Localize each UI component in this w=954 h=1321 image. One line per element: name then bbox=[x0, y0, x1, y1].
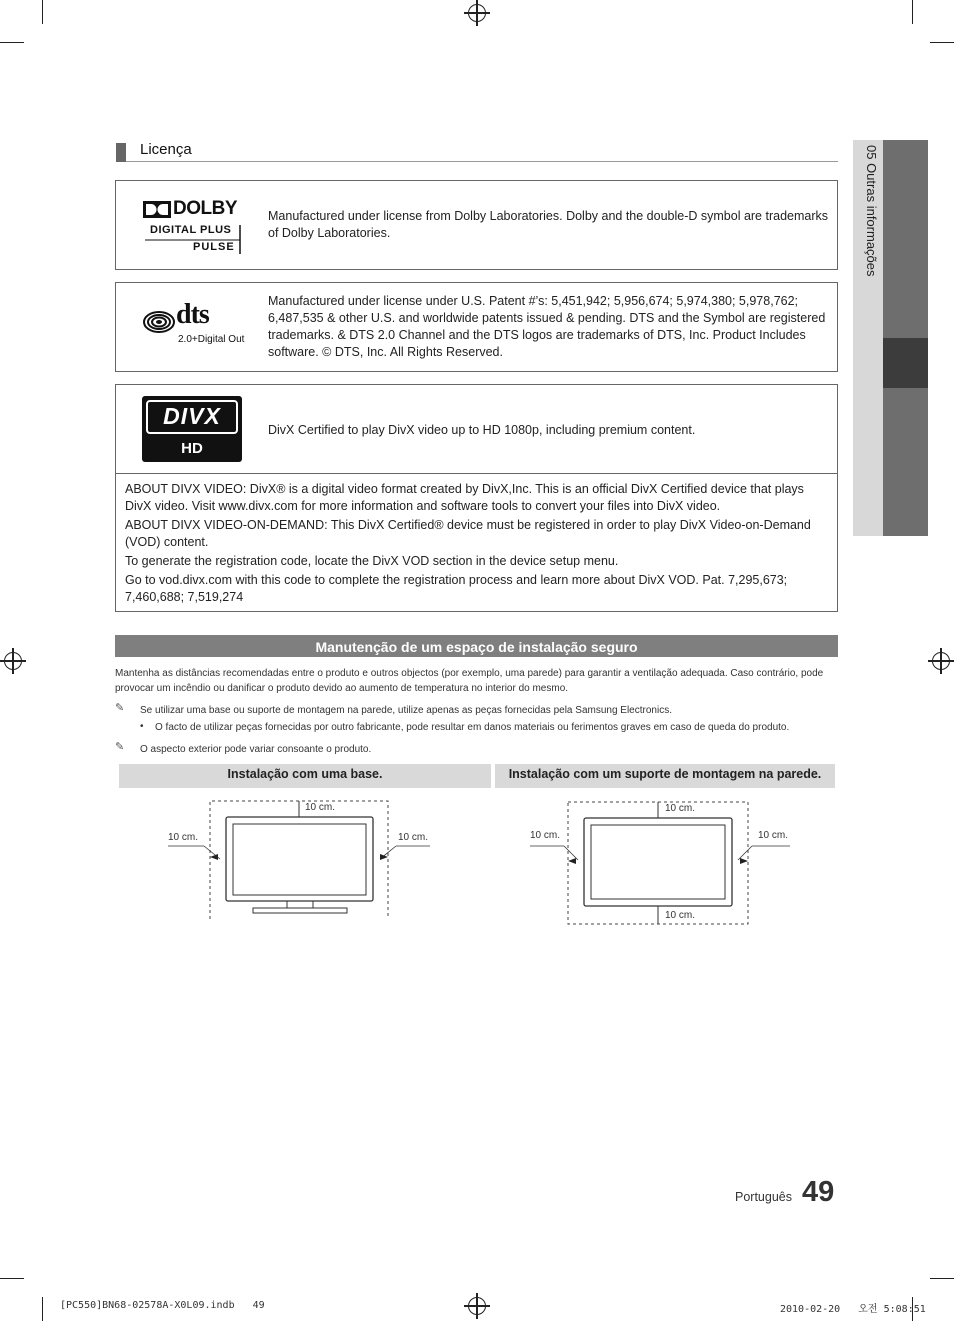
tv-wall-mount-icon bbox=[520, 796, 810, 928]
dolby-logo-sub1: DIGITAL PLUS bbox=[150, 224, 232, 236]
divx-logo-text: DIVX bbox=[163, 403, 221, 429]
dimension-label: 10 cm. bbox=[665, 910, 696, 921]
divx-para: Go to vod.divx.com with this code to complete the registration process and learn more about DivX VOD. Pat. 7,295,673; 7,460,688; 7,519,274 bbox=[125, 573, 788, 604]
tv-on-stand-icon bbox=[160, 796, 450, 926]
note-pencil-icon: ✎ bbox=[115, 702, 125, 714]
installation-note: Se utilizar uma base ou suporte de montagem na parede, utilize apenas as peças fornecidas pela Samsung Electronics. bbox=[140, 705, 672, 716]
side-tab-dark bbox=[883, 388, 928, 536]
footer-date: 2010-02-20 오전 5:08:51 bbox=[780, 1304, 926, 1315]
column-header-stand: Instalação com uma base. bbox=[119, 764, 491, 788]
divx-para: ABOUT DIVX VIDEO-ON-DEMAND: This DivX Certified® device must be registered in order to play DivX Video-on-Demand (VOD) content. bbox=[125, 518, 811, 549]
installation-title: Manutenção de um espaço de instalação seguro bbox=[115, 635, 838, 657]
dts-license-box bbox=[115, 282, 838, 372]
crop-mark bbox=[0, 1278, 24, 1279]
dolby-logo-sub2: PULSE bbox=[193, 241, 235, 253]
divx-details-box bbox=[115, 473, 838, 612]
footer-language: Português bbox=[735, 1190, 792, 1204]
note-pencil-icon: ✎ bbox=[115, 741, 125, 753]
page-number: 49 bbox=[802, 1176, 835, 1208]
registration-mark-icon bbox=[4, 652, 22, 670]
registration-mark-icon bbox=[468, 1297, 486, 1315]
dts-logo-text: dts bbox=[176, 299, 209, 330]
dolby-logo-text: DOLBY bbox=[173, 198, 237, 219]
divx-logo-sub: HD bbox=[181, 440, 203, 457]
dolby-license-box bbox=[115, 180, 838, 270]
dolby-license-text: Manufactured under license from Dolby Laboratories. Dolby and the double-D symbol are trademarks of Dolby Laboratories. bbox=[268, 209, 829, 240]
side-tab-active bbox=[883, 338, 928, 388]
dimension-label: 10 cm. bbox=[305, 802, 336, 813]
dts-license-text: Manufactured under license under U.S. Patent #’s: 5,451,942; 5,956,674; 5,974,380; 5,978,762; 6,487,535 & other U.S. and worldwide patents issued & pending. DTS and the Symbol are registered trademarks. & DTS 2.0 Channel and the DTS logos are trademarks of DTS, Inc. Product Includes software. © DTS, Inc. All Rights Reserved. bbox=[268, 294, 826, 359]
dimension-label: 10 cm. bbox=[665, 803, 696, 814]
installation-note: O aspecto exterior pode variar consoante o produto. bbox=[140, 744, 372, 755]
installation-intro: Mantenha as distâncias recomendadas entre o produto e outros objectos (por exemplo, uma parede) para garantir a ventilação adequada. Caso contrário, pode provocar um incêndio ou danificar o produto devido ao aumento de temperatura no interior do mesmo. bbox=[115, 668, 824, 694]
divx-logo bbox=[142, 396, 242, 462]
bullet-icon: • bbox=[140, 721, 144, 732]
section-title-text: Licença bbox=[140, 141, 192, 158]
divx-license-box bbox=[115, 384, 838, 474]
dimension-label: 10 cm. bbox=[530, 830, 561, 841]
section-title-bar bbox=[116, 143, 126, 162]
crop-mark bbox=[930, 42, 954, 43]
wall-installation-diagram bbox=[520, 796, 810, 928]
crop-mark bbox=[42, 1297, 43, 1321]
side-tab-label: 05 Outras informações bbox=[864, 145, 879, 277]
divx-license-text: DivX Certified to play DivX video up to HD 1080p, including premium content. bbox=[268, 423, 696, 437]
crop-mark bbox=[912, 0, 913, 24]
section-title bbox=[116, 141, 838, 162]
dts-disc-icon bbox=[142, 309, 176, 335]
divx-para: To generate the registration code, locate the DivX VOD section in the device setup menu. bbox=[125, 554, 619, 568]
crop-mark bbox=[930, 1278, 954, 1279]
crop-mark bbox=[42, 0, 43, 24]
dimension-label: 10 cm. bbox=[398, 832, 429, 843]
stand-installation-diagram bbox=[160, 796, 450, 926]
dimension-label: 10 cm. bbox=[758, 830, 789, 841]
installation-bullet: O facto de utilizar peças fornecidas por outro fabricante, pode resultar em danos materiais ou ferimentos graves em caso de queda do produto. bbox=[155, 722, 790, 733]
side-tab-dark bbox=[883, 140, 928, 338]
dimension-label: 10 cm. bbox=[168, 832, 199, 843]
divx-para: ABOUT DIVX VIDEO: DivX® is a digital video format created by DivX,Inc. This is an official DivX Certified device that plays DivX video. Visit www.divx.com for more information and software tools to convert your files into DivX video. bbox=[125, 482, 804, 513]
dolby-logo bbox=[143, 200, 243, 255]
registration-mark-icon bbox=[468, 4, 486, 22]
crop-mark bbox=[0, 42, 24, 43]
dts-logo-sub: 2.0+Digital Out bbox=[178, 334, 245, 345]
dts-logo bbox=[142, 299, 252, 349]
footer-file: [PC550]BN68-02578A-X0L09.indb 49 bbox=[60, 1300, 265, 1311]
column-header-wall: Instalação com um suporte de montagem na parede. bbox=[495, 764, 835, 788]
registration-mark-icon bbox=[932, 652, 950, 670]
